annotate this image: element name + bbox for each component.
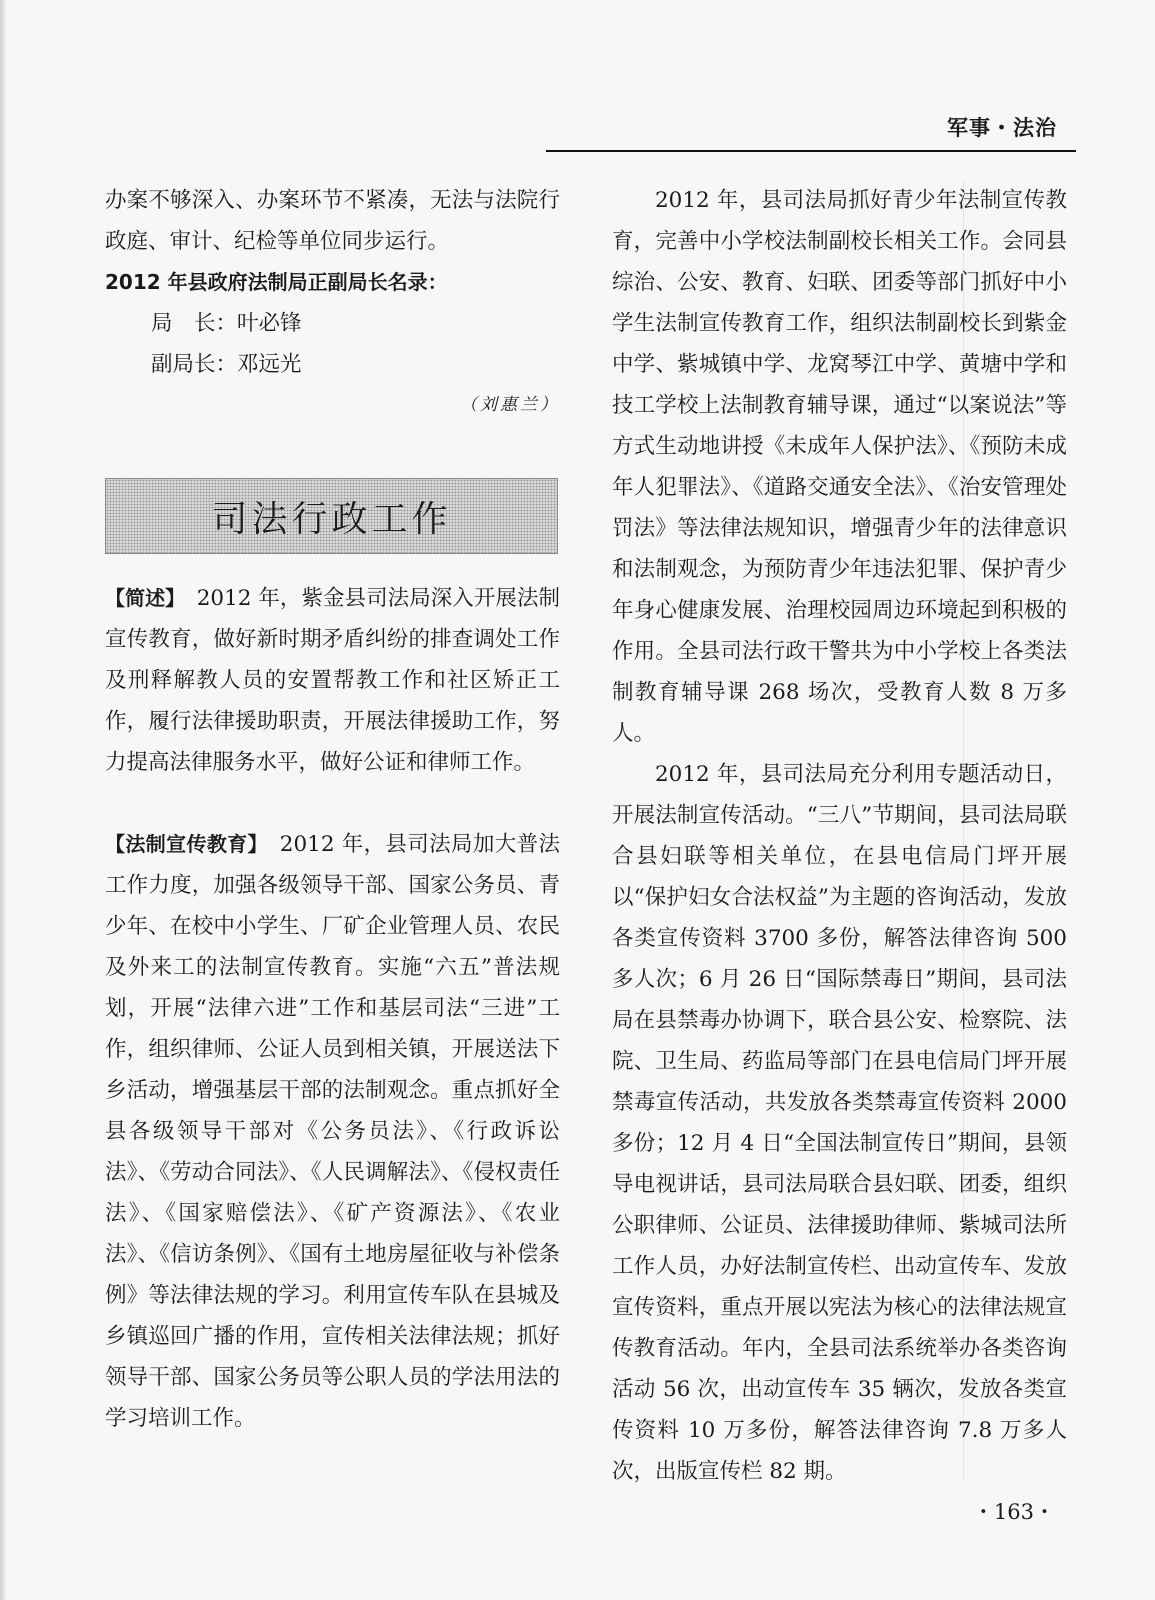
legal-education-paragraph [105,824,560,1439]
section-heading-box [105,478,558,554]
officer-list-heading: 2012 年县政府法制局正副局长名录： [105,270,448,294]
summary-text: 2012 年，紫金县司法局深入开展法制宣传教育，做好新时期矛盾纠纷的排查调处工作及刑释解教人员的安置帮教工作和社区矫正工作，履行法律援助职责，开展法律援助工作，努力提高法律服务水平，做好公证和律师工作。 [105,586,560,775]
summary-tag: 【简述】 [105,586,176,610]
page-edge-shadow [0,0,6,1600]
left-column-body [105,578,560,1439]
section-heading: 司法行政工作 [211,498,452,540]
author-credit: （刘惠兰） [460,395,560,415]
officer-deputy: 副局长：邓远光 [151,352,302,377]
running-header: 军事・法治 [947,116,1057,140]
right-column [612,180,1067,1492]
officer-director: 局 长：叶必锋 [151,311,302,336]
activity-days-paragraph: 2012 年，县司法局充分利用专题活动日，开展法制宣传活动。“三八”节期间，县司法局联合县妇联等相关单位，在县电信局门坪开展以“保护妇女合法权益”为主题的咨询活动，发放各类宣传资料 3700 多份，解答法律咨询 500 多人次；6 月 26 日“国际禁毒日”期间，县司法局在县禁毒办协调下，联合县公安、检察院、法院、卫生局、药监局等部门在县电信局门坪开展禁毒宣传活动，共发放各类禁毒宣传资料 2000 多份；12 月 4 日“全国法制宣传日”期间，县领导电视讲话，县司法局联合县妇联、团委，组织公职律师、公证员、法律援助律师、紫城司法所工作人员，办好法制宣传栏、出动宣传车、发放宣传资料，重点开展以宪法为核心的法律法规宣传教育活动。年内，全县司法系统举办各类咨询活动 56 次，出动宣传车 35 辆次，发放各类宣传资料 10 万多份，解答法律咨询 7.8 万多人次，出版宣传栏 82 期。 [612,762,1067,1484]
legal-education-tag: 【法制宣传教育】 [105,832,258,856]
legal-education-text: 2012 年，县司法局加大普法工作力度，加强各级领导干部、国家公务员、青少年、在校中小学生、厂矿企业管理人员、农民及外来工的法制宣传教育。实施“六五”普法规划，开展“法律六进”工作和基层司法“三进”工作，组织律师、公证人员到相关镇，开展送法下乡活动，增强基层干部的法制观念。重点抓好全县各级领导干部对《公务员法》、《行政诉讼法》、《劳动合同法》、《人民调解法》、《侵权责任法》、《国家赔偿法》、《矿产资源法》、《农业法》、《信访条例》、《国有土地房屋征收与补偿条例》等法律法规的学习。利用宣传车队在县城及乡镇巡回广播的作用，宣传相关法律法规；抓好领导干部、国家公务员等公职人员的学法用法的学习培训工作。 [105,832,560,1431]
page-number: ・163・ [972,1500,1055,1524]
header-rule [546,150,1076,152]
continuation-paragraph: 办案不够深入、办案环节不紧凑，无法与法院行政庭、审计、纪检等单位同步运行。 [105,188,560,254]
left-column [105,180,560,426]
youth-education-paragraph: 2012 年，县司法局抓好青少年法制宣传教育，完善中小学校法制副校长相关工作。会同县综治、公安、教育、妇联、团委等部门抓好中小学生法制宣传教育工作，组织法制副校长到紫金中学、紫城镇中学、龙窝琴江中学、黄塘中学和技工学校上法制教育辅导课，通过“以案说法”等方式生动地讲授《未成年人保护法》、《预防未成年人犯罪法》、《道路交通安全法》、《治安管理处罚法》等法律法规知识，增强青少年的法律意识和法制观念，为预防青少年违法犯罪、保护青少年身心健康发展、治理校园周边环境起到积极的作用。全县司法行政干警共为中小学校上各类法制教育辅导课 268 场次，受教育人数 8 万多人。 [612,188,1067,746]
summary-paragraph [105,578,560,783]
